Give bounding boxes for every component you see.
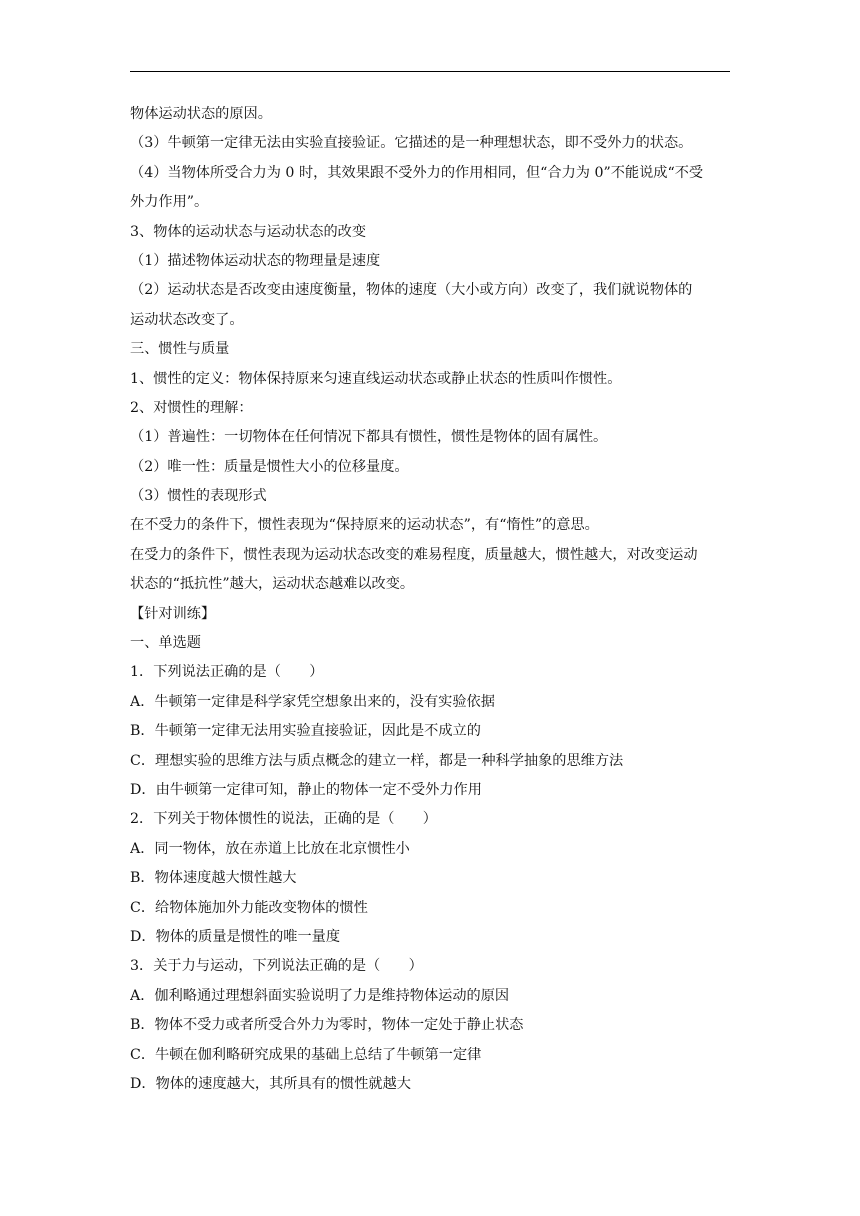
text-line: （1）描述物体运动状态的物理量是速度 — [130, 252, 381, 269]
header-rule — [130, 71, 730, 72]
text-line: （4）当物体所受合力为 0 时，其效果跟不受外力的作用相同，但“合力为 0”不能说成“不受 — [130, 164, 704, 181]
answer-option: B．物体速度越大惯性越大 — [130, 870, 297, 887]
text-line: 在不受力的条件下，惯性表现为“保持原来的运动状态”，有“惰性”的意思。 — [130, 517, 599, 534]
text-line: 在受力的条件下，惯性表现为运动状态改变的难易程度，质量越大，惯性越大，对改变运动 — [130, 546, 698, 563]
text-line: 运动状态改变了。 — [130, 311, 244, 328]
text-line: 状态的“抵抗性”越大，运动状态越难以改变。 — [130, 576, 415, 593]
section-heading: 【针对训练】 — [130, 605, 216, 622]
answer-option: A．同一物体，放在赤道上比放在北京惯性小 — [130, 840, 410, 857]
question-stem: 2．下列关于物体惯性的说法，正确的是（ ） — [130, 811, 437, 828]
text-line: 2、对惯性的理解： — [130, 399, 253, 416]
text-line: （2）运动状态是否改变由速度衡量，物体的速度（大小或方向）改变了，我们就说物体的 — [130, 282, 693, 299]
answer-option: A．牛顿第一定律是科学家凭空想象出来的，没有实验依据 — [130, 693, 495, 710]
answer-option: B．牛顿第一定律无法用实验直接验证，因此是不成立的 — [130, 723, 481, 740]
document-body — [130, 100, 730, 1099]
text-line: （3）惯性的表现形式 — [130, 488, 267, 505]
text-line: （1）普遍性：一切物体在任何情况下都具有惯性，惯性是物体的固有属性。 — [130, 429, 608, 446]
answer-option: C．牛顿在伽利略研究成果的基础上总结了牛顿第一定律 — [130, 1046, 482, 1063]
question-stem: 3．关于力与运动，下列说法正确的是（ ） — [130, 958, 423, 975]
section-heading: 三、惯性与质量 — [130, 341, 230, 358]
text-line: （3）牛顿第一定律无法由实验直接验证。它描述的是一种理想状态，即不受外力的状态。 — [130, 135, 693, 152]
question-stem: 1．下列说法正确的是（ ） — [130, 664, 324, 681]
text-line: 1、惯性的定义：物体保持原来匀速直线运动状态或静止状态的性质叫作惯性。 — [130, 370, 622, 387]
answer-option: D．物体的速度越大，其所具有的惯性就越大 — [130, 1075, 411, 1092]
text-line: 物体运动状态的原因。 — [130, 106, 272, 122]
answer-option: B．物体不受力或者所受合外力为零时，物体一定处于静止状态 — [130, 1017, 524, 1034]
text-line: （2）唯一性：质量是惯性大小的位移量度。 — [130, 458, 409, 475]
answer-option: C．给物体施加外力能改变物体的惯性 — [130, 899, 368, 916]
section-heading: 一、单选题 — [130, 635, 201, 652]
text-line: 外力作用”。 — [130, 194, 209, 211]
answer-option: C．理想实验的思维方法与质点概念的建立一样，都是一种科学抽象的思维方法 — [130, 752, 624, 769]
answer-option: D．物体的质量是惯性的唯一量度 — [130, 928, 341, 945]
section-heading: 3、物体的运动状态与运动状态的改变 — [130, 223, 367, 240]
answer-option: A．伽利略通过理想斜面实验说明了力是维持物体运动的原因 — [130, 987, 510, 1004]
answer-option: D．由牛顿第一定律可知，静止的物体一定不受外力作用 — [130, 781, 482, 798]
